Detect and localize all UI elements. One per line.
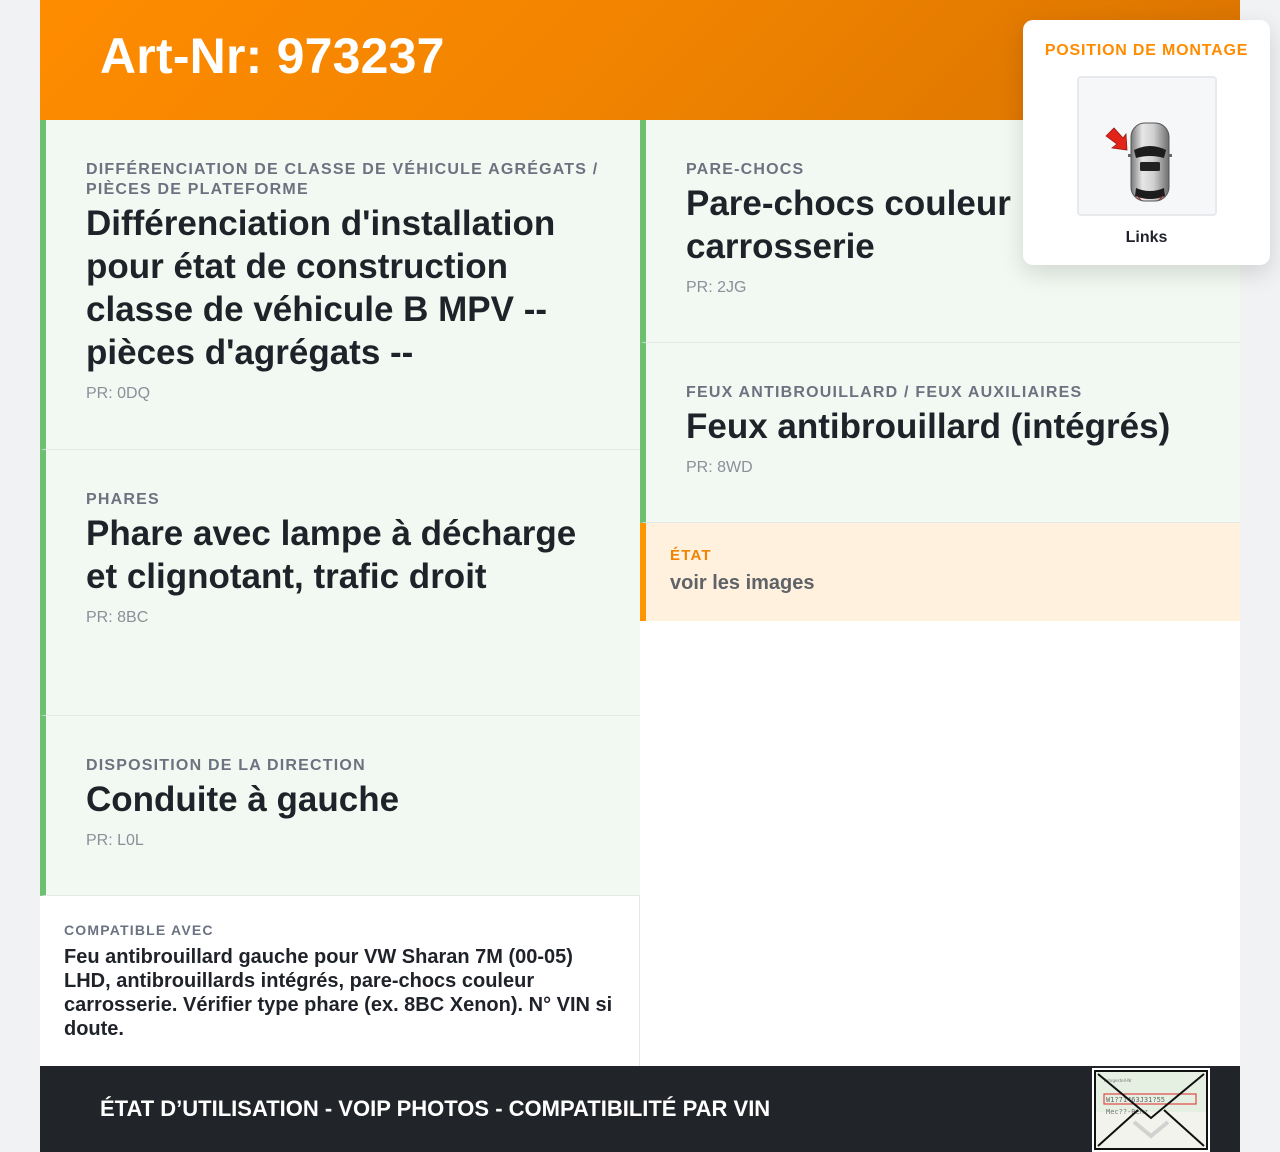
vin-document-envelope-icon [1092, 1068, 1210, 1152]
svg-text:Mec??-Benz: Mec??-Benz [1106, 1108, 1149, 1116]
mounting-position-title: POSITION DE MONTAGE [1044, 42, 1249, 59]
car-top-view-with-arrow-icon [1077, 76, 1217, 216]
spec-card-fog-lights [640, 343, 1240, 523]
compatibility-text: Feu antibrouillard gauche pour VW Sharan 7M (00-05) LHD, antibrouillards intégrés, pare-chocs couleur carrosserie. Vérifier type phare (ex. 8BC Xenon). N° VIN si doute. [64, 946, 613, 1040]
footer-text: ÉTAT D’UTILISATION - VOIP PHOTOS - COMPATIBILITÉ PAR VIN [100, 1096, 771, 1121]
spec-title: Pare-chocs couleur carrosserie [686, 184, 1011, 266]
condition-value: voir les images [670, 572, 815, 594]
spec-pr-code: PR: 8WD [686, 459, 753, 476]
svg-text:Fahrgestell-Nr: Fahrgestell-Nr [1104, 1078, 1132, 1083]
mounting-position-label: Links [1125, 229, 1168, 246]
spec-category: FEUX ANTIBROUILLARD / FEUX AUXILIAIRES [686, 384, 1083, 401]
product-sheet [40, 0, 1249, 1152]
spec-category: DISPOSITION DE LA DIRECTION [86, 757, 366, 774]
spec-title: Conduite à gauche [86, 780, 400, 819]
compatibility-section [40, 896, 639, 1066]
svg-text:W1?71463J31?55: W1?71463J31?55 [1106, 1096, 1166, 1104]
mounting-position-card [1023, 20, 1270, 265]
spec-title: Phare avec lampe à décharge et clignotant, trafic droit [86, 514, 577, 596]
spec-pr-code: PR: 2JG [686, 279, 747, 296]
spec-card-platform [40, 120, 640, 450]
compatibility-label: COMPATIBLE AVEC [64, 922, 214, 938]
article-number-title: Art-Nr: 973237 [100, 28, 445, 84]
spec-card-steering [40, 716, 640, 896]
spec-pr-code: PR: 0DQ [86, 385, 151, 402]
footer-bar [40, 1066, 1240, 1152]
spec-column-left [40, 120, 640, 1066]
spec-category: PHARES [86, 491, 160, 508]
spec-category: DIFFÉRENCIATION DE CLASSE DE VÉHICULE AGRÉGATS / PIÈCES DE PLATEFORME [86, 161, 599, 198]
spec-pr-code: PR: L0L [86, 832, 144, 849]
spec-title: Feux antibrouillard (intégrés) [686, 407, 1171, 446]
condition-label: ÉTAT [670, 547, 712, 564]
condition-section [640, 523, 1240, 621]
spec-pr-code: PR: 8BC [86, 609, 149, 626]
spec-category: PARE-CHOCS [686, 161, 805, 178]
spec-card-headlights [40, 450, 640, 716]
spec-title: Différenciation d'installation pour état de construction classe de véhicule B MPV -- pièces d'agrégats -- [86, 204, 556, 372]
